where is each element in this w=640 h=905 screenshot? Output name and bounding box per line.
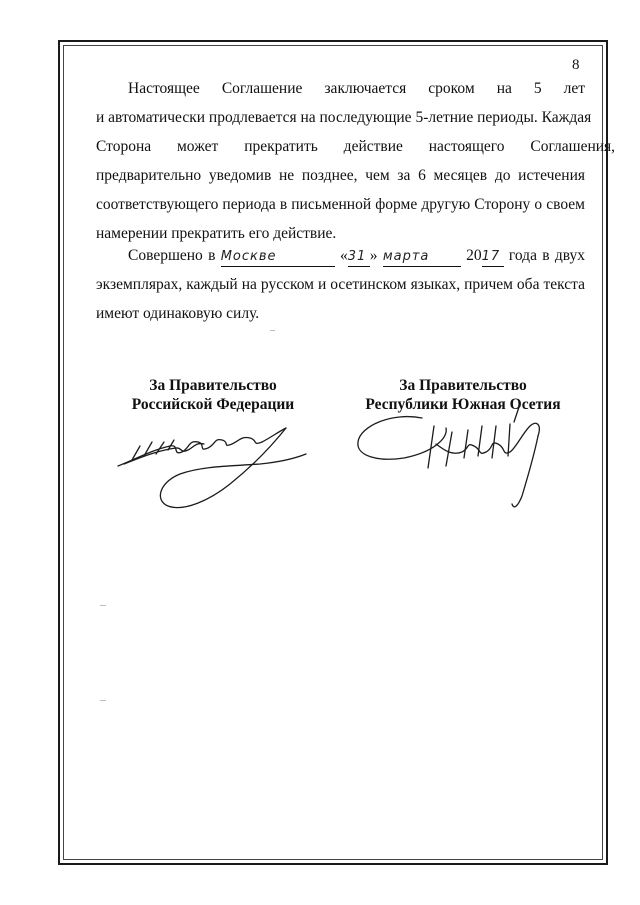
signature-right xyxy=(352,396,552,511)
paragraph-line: имеют одинаковую силу. xyxy=(96,305,260,322)
agreement-term-paragraph xyxy=(96,74,616,248)
handwritten-city: Москве xyxy=(221,248,335,267)
paragraph-line: и автоматически продлевается на последующие 5-летние периоды. Каждая xyxy=(96,109,592,126)
paragraph-line: Сторона может прекратить действие настоящего Соглашения, xyxy=(96,138,616,155)
paragraph-line: экземплярах, каждый на русском и осетинском языках, причем оба текста xyxy=(96,276,585,293)
paragraph-line: Настоящее Соглашение заключается сроком на 5 лет xyxy=(128,80,586,97)
execution-paragraph xyxy=(96,241,585,328)
paragraph-line: намерении прекратить его действие. xyxy=(96,225,337,242)
margin-mark xyxy=(100,700,106,701)
paragraph-line: соответствующего периода в письменной форме другую Сторону о своем xyxy=(96,196,585,213)
signatory-label: За Правительство xyxy=(149,377,277,394)
margin-mark xyxy=(100,605,106,606)
signatory-russia xyxy=(128,376,298,414)
page-number: 8 xyxy=(572,57,580,73)
margin-mark xyxy=(270,330,275,331)
paragraph-line: предварительно уведомив не позднее, чем за 6 месяцев до истечения xyxy=(96,167,585,184)
signatory-label: За Правительство xyxy=(399,377,527,394)
execution-line: Совершено в Москве «31 » марта 2017 года в двух xyxy=(96,241,585,270)
signatory-country: Республики Южная Осетия xyxy=(365,396,561,413)
handwritten-month: марта xyxy=(383,248,461,267)
handwritten-day: 31 xyxy=(348,248,370,267)
signatory-country: Российской Федерации xyxy=(131,396,295,413)
handwritten-year: 17 xyxy=(482,248,504,267)
signature-left xyxy=(110,416,310,524)
